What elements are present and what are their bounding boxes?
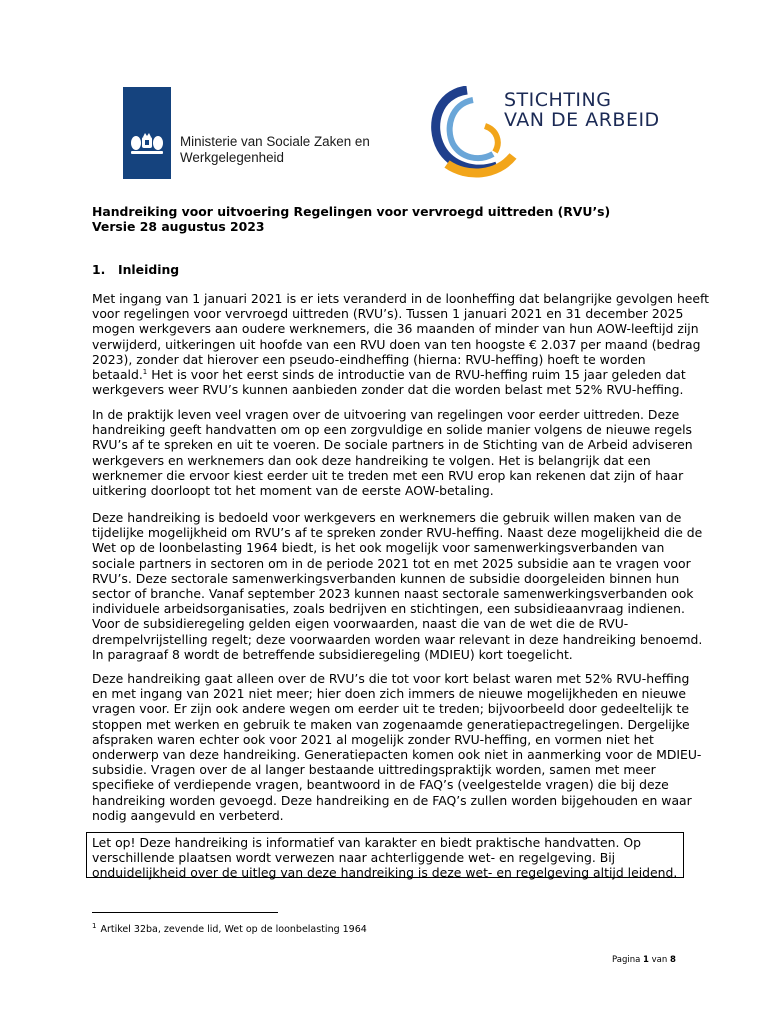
text-line: tijdelijke mogelijkheid om RVU’s af te spreken zonder RVU-heffing. Naast deze mogelijkheid die de	[92, 525, 703, 541]
text-line: vragen voor. Er zijn ook andere wegen om eerder uit te treden; bijvoorbeeld door gedeeltelijk te	[92, 701, 690, 717]
text-line: specifieke of verdiepende vragen, beantwoord in de FAQ’s (veelgestelde vragen) die bij deze	[92, 777, 669, 793]
text-line: verschillende plaatsen wordt verwezen naar achterliggende wet- en regelgeving. Bij	[92, 850, 616, 866]
text-line: subsidie. Vragen over de al langer bestaande uittredingspraktijk worden, samen met meer	[92, 762, 656, 778]
note-box	[86, 832, 684, 881]
page-current: 1	[643, 955, 649, 965]
section-number: 1.	[92, 262, 106, 277]
text-line: RVU’s af te spreken en uit te voeren. De sociale partners in de Stichting van de Arbeid adviseren	[92, 437, 693, 453]
section-title: Inleiding	[118, 262, 180, 277]
text-line: nodig aangevuld en verbeterd.	[92, 807, 284, 823]
coat-of-arms-icon	[127, 131, 167, 157]
page-number	[612, 955, 676, 965]
footnote-number: 1	[92, 922, 97, 930]
text-line: sector of branche. Vanaf september 2023 kunnen naast sectorale samenwerkingsverbanden ook	[92, 586, 694, 602]
footnote-ref: 1	[142, 367, 148, 376]
paragraph-2	[92, 407, 692, 498]
paragraph-1	[92, 291, 710, 398]
text-line: Deze handreiking gaat alleen over de RVU’s die tot voor kort belast waren met 52% RVU-heffing	[92, 671, 690, 686]
text-line: werkgevers weer RVU’s kunnen aanbieden zonder dat die worden belast met 52% RVU-heffing.	[92, 382, 684, 398]
text-line: onduidelijkheid over de uitleg van deze handreiking is deze wet- en regelgeving altijd leidend.	[92, 865, 678, 881]
text-line: voor regelingen voor vervroegd uittreden (RVU’s). Tussen 1 januari 2021 en 31 december 2025	[92, 306, 684, 322]
text-line	[92, 367, 692, 382]
stichting-name	[504, 90, 660, 130]
text-line: stoppen met werken en gebruik te maken van zogenaamde generatiepactregelingen. Dergelijke	[92, 716, 690, 732]
text-line: sociale partners in sectoren om in de periode 2021 tot en met 2025 subsidie aan te vragen voor	[92, 555, 691, 571]
text-line: handreiking geeft handvatten om op een zorgvuldige en solide manier volgens de nieuwe regels	[92, 422, 692, 438]
text-line: handreiking worden gevoegd. Deze handreiking en de FAQ’s zullen worden bijgehouden en waar	[92, 792, 692, 808]
footnote-separator	[92, 912, 278, 913]
text-line: onderwerp van deze handreiking. Generatiepacten komen ook niet in aanmerking voor de MDIEU-	[92, 747, 702, 763]
text-line: RVU’s. Deze sectorale samenwerkingsverbanden kunnen de subsidie doorgeleiden binnen hun	[92, 570, 680, 586]
page-label: Pagina	[612, 955, 641, 965]
text-line: afspraken waren echter ook voor 2021 al mogelijk zonder RVU-heffing, en vormen niet het	[92, 731, 654, 747]
document-title: Handreiking voor uitvoering Regelingen voor vervroegd uittreden (RVU’s)	[92, 204, 611, 219]
text-line: 2023), zonder dat hierover een pseudo-eindheffing (hierna: RVU-heffing) hoeft te worden	[92, 351, 646, 367]
document-version: Versie 28 augustus 2023	[92, 219, 265, 234]
text-line: werkgevers en werknemers dan ook deze handreiking te volgen. Het is belangrijk dat een	[92, 452, 651, 468]
text-line: In de praktijk leven veel vragen over de uitvoering van regelingen voor eerder uittreden. Deze	[92, 407, 680, 422]
ministry-name	[180, 134, 420, 166]
page-total: 8	[669, 955, 676, 965]
text-line: individuele arbeidsorganisaties, zoals bedrijven en stichtingen, een subsidieaanvraag indienen.	[92, 601, 685, 617]
text-line: drempelvrijstelling regelt; deze voorwaarden worden waar relevant in deze handreiking benoemd.	[92, 631, 703, 647]
text-line: Deze handreiking is bedoeld voor werkgevers en werknemers die gebruik willen maken van de	[92, 510, 682, 525]
section-heading	[92, 262, 179, 277]
stichting-logo	[427, 86, 660, 178]
text-line: mogen werkgevers aan oudere werknemers, die 36 maanden of minder van hun AOW-leeftijd zijn	[92, 321, 699, 337]
paragraph-3	[92, 510, 703, 662]
footnote-text: Artikel 32ba, zevende lid, Wet op de loonbelasting 1964	[100, 924, 367, 936]
document-header	[92, 204, 610, 234]
stichting-name-line2: VAN DE ARBEID	[504, 109, 660, 131]
text-line: In paragraaf 8 wordt de betreffende subsidieregeling (MDIEU) kort toegelicht.	[92, 646, 573, 662]
stichting-name-line1: STICHTING	[504, 89, 612, 111]
text-line: werknemer die ervoor kiest eerder uit te treden met een RVU erop kan rekenen dat zijn of haar	[92, 467, 684, 483]
ministry-name-line1: Ministerie van Sociale Zaken en	[180, 134, 370, 149]
text-line: Met ingang van 1 januari 2021 is er iets veranderd in de loonheffing dat belangrijke gevolgen heeft	[92, 291, 710, 306]
text-line: Let op! Deze handreiking is informatief van karakter en biedt praktische handvatten. Op	[92, 835, 641, 850]
ministry-logo-bar	[123, 87, 171, 179]
text-line: Voor de subsidieregeling gelden eigen voorwaarden, naast die van de wet die de RVU-	[92, 616, 629, 632]
paragraph-4	[92, 671, 702, 823]
text-line: en met ingang van 2021 niet meer; hier doen zich immers de nieuwe mogelijkheden en nieuwe	[92, 686, 687, 702]
text-line: verwijderd, uitkeringen uit hoofde van een RVU doen van ten hoogste € 2.037 per maand (bedrag	[92, 336, 701, 352]
text-segment: betaald.	[92, 367, 143, 383]
page-sep: van	[651, 955, 668, 965]
note-text	[92, 835, 692, 881]
text-line: Wet op de loonbelasting 1964 biedt, is het ook mogelijk voor samenwerkingsverbanden van	[92, 540, 665, 556]
footnote	[92, 920, 367, 936]
text-segment: Het is voor het eerst sinds de introductie van de RVU-heffing ruim 15 jaar geleden dat	[151, 367, 686, 383]
ministry-name-line2: Werkgelegenheid	[180, 150, 284, 165]
text-line: uitkering doorloopt tot het moment van de eerste AOW-betaling.	[92, 483, 494, 499]
